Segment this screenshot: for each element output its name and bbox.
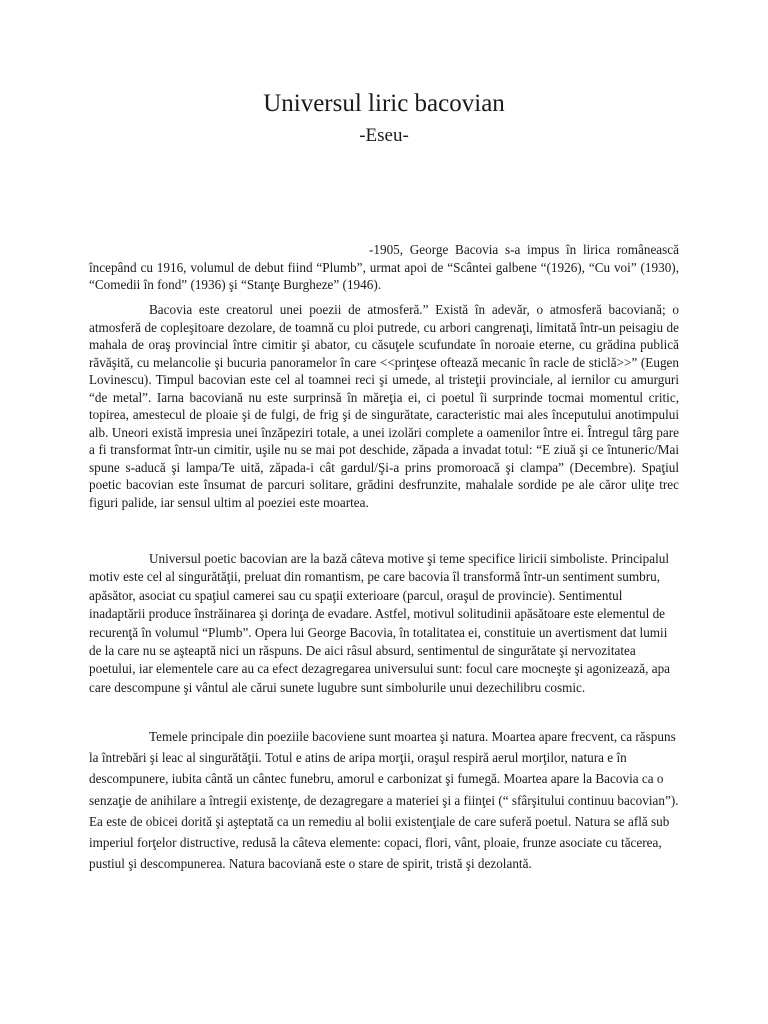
paragraph-intro: -1905, George Bacovia s-a impus în lirica românească începând cu 1916, volumul de debut fiind “Plumb”, urmat apoi de “Scântei galbene “(1926), “Cu voi” (1930), “Comedii în fond” (1936) şi “Stanţe Burgheze” (1946). (89, 242, 679, 292)
document-subtitle: -Eseu- (359, 125, 409, 146)
paragraph-themes: Temele principale din poeziile bacoviene sunt moartea şi natura. Moartea apare frecvent, ca răspuns la întrebări şi leac al singurătăţii. Totul e atins de aripa morţii, oraşul respiră aerul morţilor, natura e în descompunere, iubita cântă un cântec funebru, amorul e carbonizat şi fumegă. Moartea apare la Bacovia ca o senzaţie de anihilare a întregii existenţe, de dezagregare a materiei şi a fiinţei (“ sfârşitului continuu bacovian”). Ea este de obicei dorită şi aşteptată ca un remediu al bolii existenţiale de care suferă poetul. Natura se află sub imperiul forţelor distructive, redusă la câteva elemente: copaci, flori, vânt, ploaie, frunze asociate cu tăcerea, pustiul şi descompunerea. Natura bacoviană este o stare de spirit, tristă şi dezolantă. (89, 729, 679, 872)
paragraph-atmosphere: Bacovia este creatorul unei poezii de atmosferă.” Există în adevăr, o atmosferă bacoviană; o atmosferă de copleşitoare dezolare, de toamnă cu ploi putrede, cu arbori cangrenaţi, limitată într-un peisagiu de mahala de oraş provincial între cimitir şi abator, cu căsuţele scufundate în noroaie eterne, cu grădina publică răvăşită, cu melancolie şi bucuria panoramelor în care <<prinţese oftează mecanic în racle de sticlă>>” (Eugen Lovinescu). Timpul bacovian este cel al toamnei reci şi umede, al tristeţii provinciale, al iernilor cu amurguri “de metal”. Iarna bacoviană nu este surprinsă în măreţia ei, ci poetul îi surprinde tocmai momentul critic, topirea, amestecul de ploaie şi de fulgi, de frig şi de singurătate, caracteristic mai ales începutului anotimpului alb. Uneori există impresia unei înzăpeziri totale, a unei izolări complete a oamenilor între ei. Întregul târg pare a fi transformat într-un cimitir, uşile nu se mai pot deschide, zăpada a invadat totul: “E ziuă şi ce întuneric/Mai spune s-aducă şi lampa/Te uită, zăpada-i cât gardul/Şi-a prins promoroacă şi clampa” (Decembre). Spaţiul poetic bacovian este însumat de parcuri solitare, grădini desfrunzite, mahalale sordide pe ale căror uliţe trec figuri palide, iar sensul ultim al poeziei este moartea. (89, 302, 679, 510)
paragraph-poetic-universe: Universul poetic bacovian are la bază câteva motive şi teme specifice liricii simboliste. Principalul motiv este cel al singurătăţii, preluat din romantism, pe care bacovia îl transformă într-un sentiment sumbru, apăsător, asociat cu spaţiul camerei sau cu spaţii exterioare (parcul, oraşul de provincie). Sentimentul inadaptării produce înstrăinarea şi dorinţa de evadare. Astfel, motivul solitudinii apăsătoare este elementul de recurenţă în volumul “Plumb”. Opera lui George Bacovia, în totalitatea ei, constituie un avertisment dat lumii de la care nu se aşteaptă nici un răspuns. De aici râsul absurd, sentimentul de singurătate şi nervozitatea poetului, iar elementele care au ca efect dezagregarea universului sunt: focul care mocneşte şi agonizează, apa care descompune şi vântul ale cărui sunete lugubre sunt simbolurile unui dezechilibru cosmic. (89, 551, 671, 695)
document-title: Universul liric bacovian (263, 90, 505, 117)
